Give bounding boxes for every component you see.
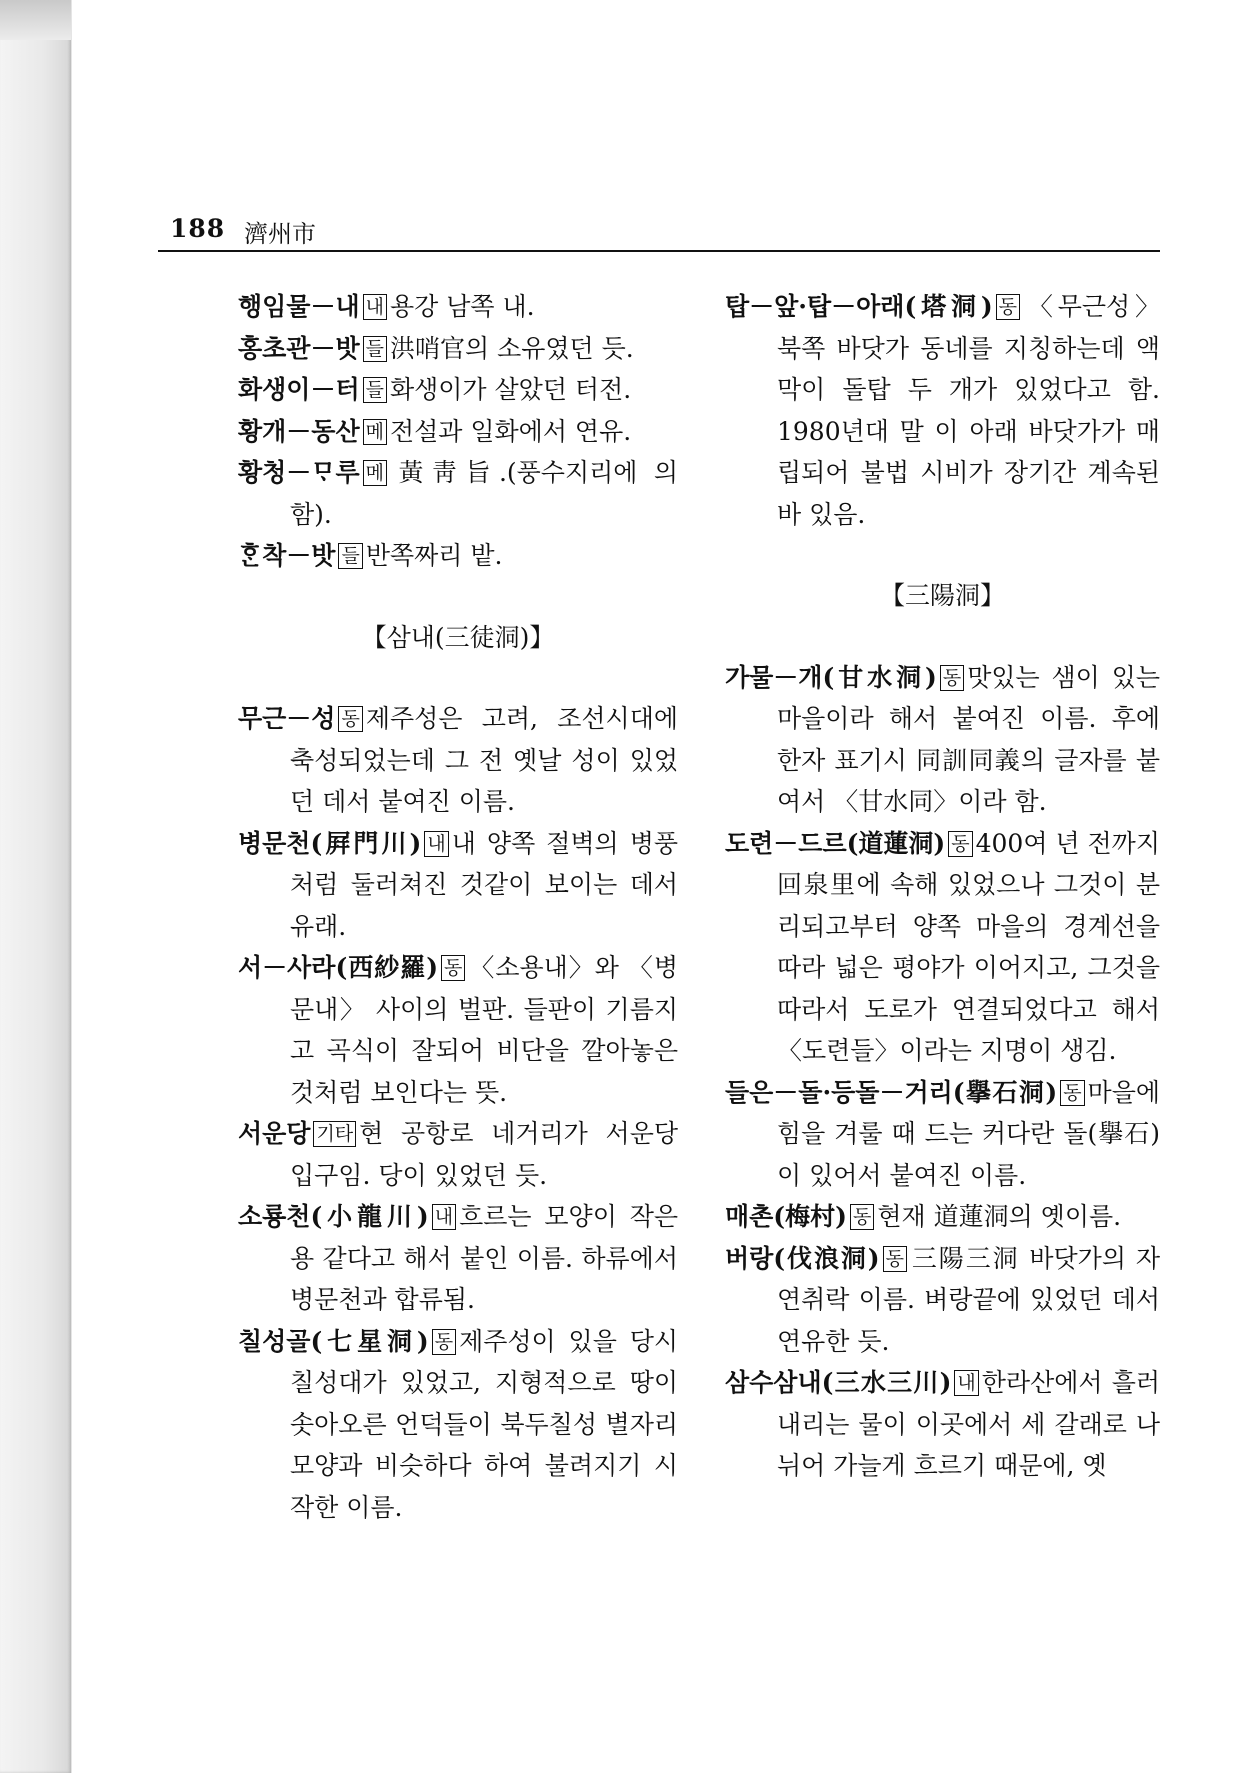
entry <box>725 657 1160 823</box>
left-column <box>238 286 678 1528</box>
entry <box>725 286 1160 535</box>
category-badge: 동 <box>1060 1080 1084 1106</box>
entry <box>725 823 1160 1072</box>
page-number: 188 <box>170 214 226 243</box>
entry <box>238 452 678 535</box>
entry <box>238 411 678 453</box>
entry-term: 서－사라(西紗羅) <box>238 953 439 982</box>
entry-text: 〈소용내〉와 〈병문내〉 사이의 벌판. 들판이 기름지고 곡식이 잘되어 비단을 깔아놓은 것처럼 보인다는 뜻. <box>290 953 679 1107</box>
category-badge: 동 <box>441 955 465 981</box>
entry-text: 三陽三洞 바닷가의 자연취락 이름. 벼랑끝에 있었던 데서 연유한 듯. <box>777 1243 1160 1356</box>
spacer <box>238 577 678 617</box>
category-badge: 동 <box>850 1204 874 1230</box>
left-entries-b <box>238 698 678 1528</box>
entry-term: 황개－동산 <box>238 416 360 446</box>
category-badge: 동 <box>948 831 972 857</box>
category-badge: 메 <box>363 419 387 445</box>
category-badge: 내 <box>424 831 448 857</box>
category-badge: 내 <box>363 294 387 320</box>
entry-term: 버랑(伐浪洞) <box>725 1243 880 1273</box>
category-badge: 들 <box>363 377 387 403</box>
category-badge: 들 <box>363 336 387 362</box>
entry-term: 행임물－내 <box>238 292 360 321</box>
entry-text: 현재 道蓮洞의 옛이름. <box>877 1202 1122 1231</box>
entry-term: 칠성골(七星洞) <box>238 1326 429 1356</box>
entry <box>238 947 678 1113</box>
entry-term: 화생이－터 <box>238 375 360 404</box>
entry <box>238 1321 678 1529</box>
entry-term: 소룡천(小龍川) <box>238 1202 429 1231</box>
entry <box>238 286 678 328</box>
entry <box>238 328 678 370</box>
running-title: 濟州市 <box>244 220 316 248</box>
entry-text: 제주성이 있을 당시 칠성대가 있었고, 지형적으로 땅이 솟아오른 언덕들이 북두칠성 별자리 모양과 비슷하다 하여 불려지기 시작한 이름. <box>290 1326 678 1522</box>
entry-text: 洪哨官의 소유였던 듯. <box>389 333 634 363</box>
entry-text: 전설과 일화에서 연유. <box>389 416 632 446</box>
book-spine-top <box>0 0 72 40</box>
entry-text: 화생이가 살았던 터전. <box>389 375 632 404</box>
category-badge: 동 <box>940 665 964 691</box>
entry-term: 들은－돌·등돌－거리(擧石洞) <box>725 1077 1058 1107</box>
entry-text: 현 공항로 네거리가 서운당 입구임. 당이 있었던 듯. <box>290 1119 678 1190</box>
entry-term: 삼수삼내(三水三川) <box>725 1368 952 1397</box>
entry-text: 용강 남쪽 내. <box>389 292 535 321</box>
category-badge: 메 <box>363 460 387 486</box>
entry <box>725 1238 1160 1363</box>
category-badge: 동 <box>338 706 362 732</box>
entry-term: 서운당 <box>238 1119 311 1148</box>
entry-text: 내 양쪽 절벽의 병풍처럼 둘러쳐진 것같이 보이는 데서 유래. <box>290 828 678 941</box>
entry <box>238 823 678 948</box>
right-entries-a <box>725 286 1160 535</box>
entry-term: 황청－ᄆᆞ루 <box>238 458 360 487</box>
entry-text: 반쪽짜리 밭. <box>365 541 503 570</box>
entry <box>725 1362 1160 1487</box>
entry <box>238 1196 678 1321</box>
entry-text: 한라산에서 흘러내리는 물이 이곳에서 세 갈래로 나뉘어 가늘게 흐르기 때문에, 옛 <box>777 1368 1160 1480</box>
entry-text: 마을에 힘을 겨룰 때 드는 커다란 돌(擧石)이 있어서 붙여진 이름. <box>777 1077 1160 1190</box>
category-badge: 들 <box>338 543 362 569</box>
category-badge: 동 <box>432 1329 456 1355</box>
entry-text: 〈무근성〉 북쪽 바닷가 동네를 지칭하는데 액막이 돌탑 두 개가 있었다고 함. 1980년대 말 이 아래 바닷가가 매립되어 불법 시비가 장기간 계속된 바 있음. <box>777 292 1160 529</box>
spacer <box>725 535 1160 575</box>
entry-term: 도련－드르(道蓮洞) <box>725 828 946 858</box>
entry-term: 무근－성 <box>238 704 336 733</box>
entry-text: 맛있는 샘이 있는 마을이라 해서 붙여진 이름. 후에 한자 표기시 同訓同義의 글자를 붙여서 〈甘水同〉이라 함. <box>777 662 1160 816</box>
category-badge: 동 <box>996 294 1020 320</box>
section-heading: 【三陽洞】 <box>879 581 1005 610</box>
right-entries-b <box>725 657 1160 1487</box>
spacer <box>238 658 678 698</box>
entry <box>725 1072 1160 1197</box>
book-spine <box>0 0 72 1773</box>
spacer <box>725 617 1160 657</box>
entry-term: 병문천(屛門川) <box>238 828 422 858</box>
left-entries-a <box>238 286 678 577</box>
entry <box>238 535 678 577</box>
entry-text: 黃靑旨.(풍수지리에 의 함). <box>290 458 678 529</box>
category-badge: 내 <box>954 1370 978 1396</box>
entry <box>238 698 678 823</box>
entry-term: 가물－개(甘水洞) <box>725 662 937 692</box>
category-badge: 내 <box>432 1204 456 1230</box>
entry-text: 흐르는 모양이 작은 용 같다고 해서 붙인 이름. 하류에서 병문천과 합류됨. <box>290 1202 678 1314</box>
category-badge: 동 <box>883 1246 907 1272</box>
entry-term: 탑－앞·탑－아래(塔洞) <box>725 292 993 321</box>
entry-term: ᄒᆞᆫ착－밧 <box>238 541 336 570</box>
entry-text: 400여 년 전까지 回泉里에 속해 있었으나 그것이 분리되고부터 양쪽 마을의 경계선을 따라 넓은 평야가 이어지고, 그것을 따라서 도로가 연결되었다고 해서 〈도련들〉이라는 지명이 생김. <box>777 828 1160 1065</box>
right-column <box>725 286 1160 1487</box>
category-badge: 기타 <box>313 1121 356 1147</box>
entry <box>725 1196 1160 1238</box>
section-heading: 【삼내(三徒洞)】 <box>361 622 555 652</box>
entry-text: 제주성은 고려, 조선시대에 축성되었는데 그 전 옛날 성이 있었던 데서 붙여진 이름. <box>290 704 678 816</box>
header-rule <box>158 250 1160 252</box>
entry <box>238 369 678 411</box>
entry-term: 홍초관－밧 <box>238 333 360 363</box>
entry <box>238 1113 678 1196</box>
page-header <box>170 206 1160 250</box>
entry-term: 매촌(梅村) <box>725 1202 847 1231</box>
